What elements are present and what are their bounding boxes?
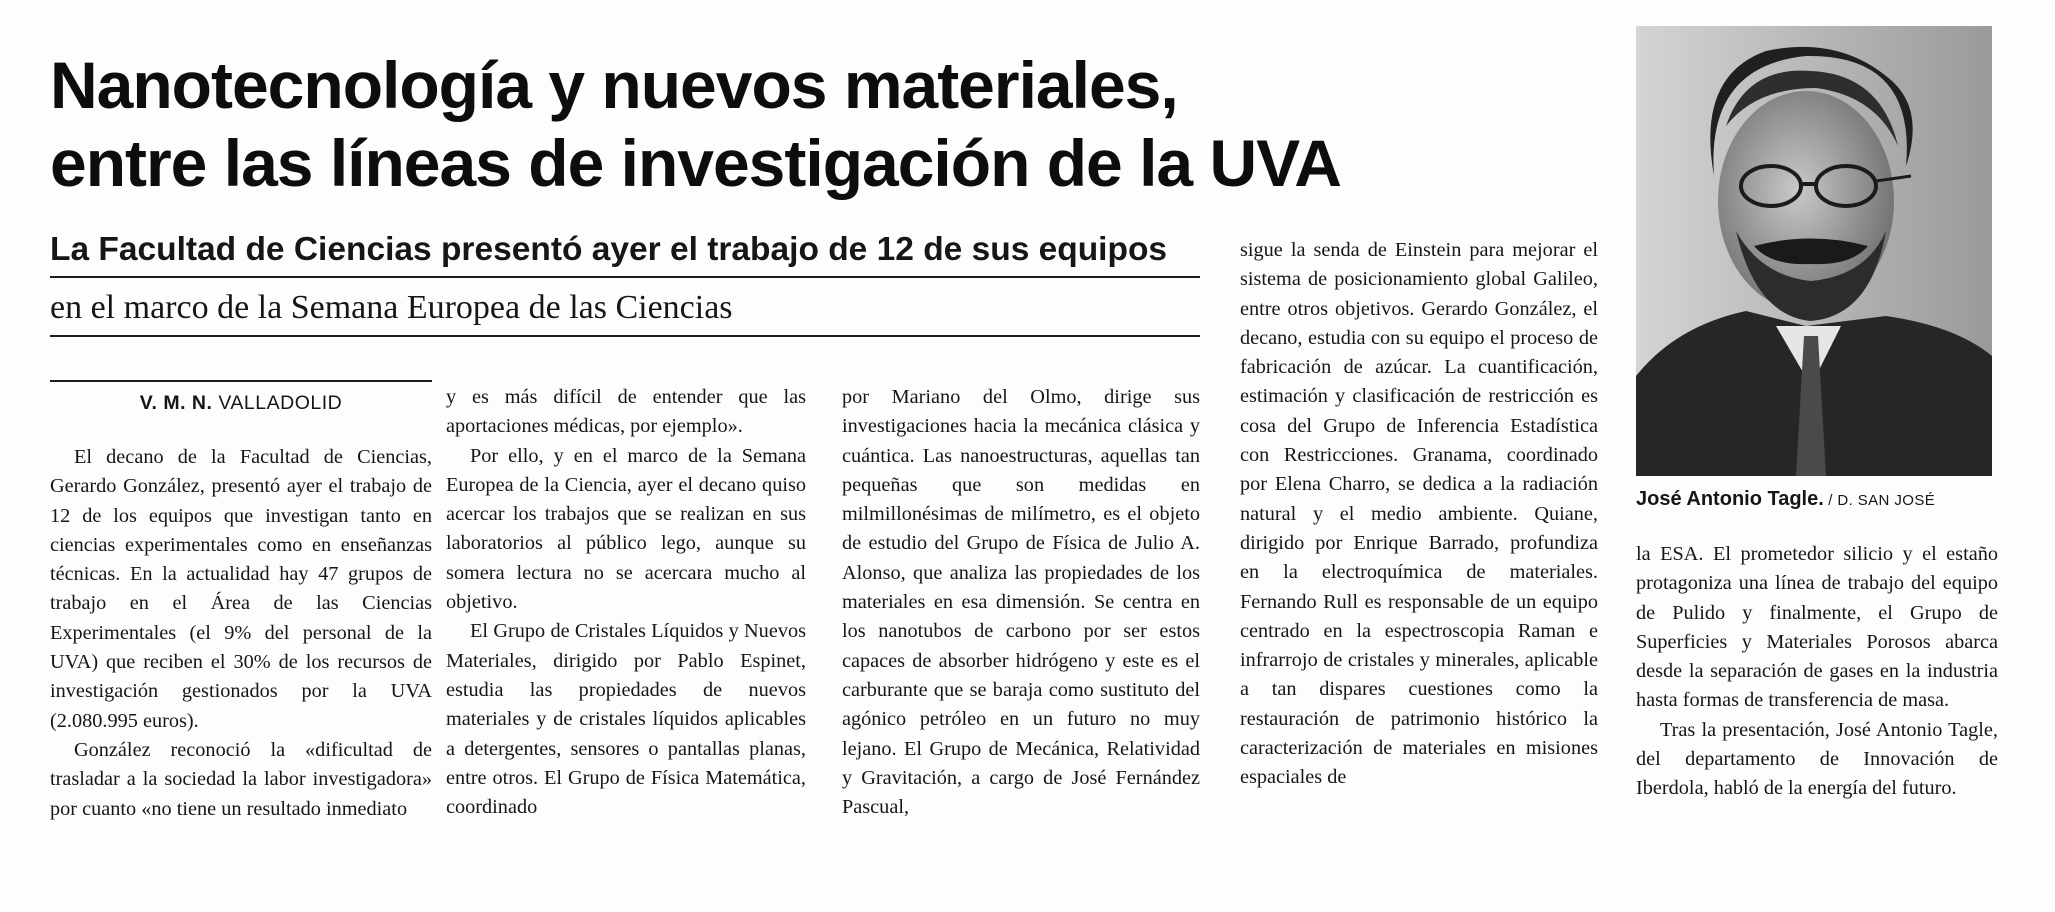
body-paragraph: Por ello, y en el marco de la Semana Europea de la Ciencia, ayer el decano quiso acercar los trabajos que se realizan en sus laboratorios al público lego, aunque su somera lectura no se acercara mucho al objetivo. bbox=[446, 444, 806, 614]
byline bbox=[50, 380, 432, 416]
caption-credit: / D. SAN JOSÉ bbox=[1828, 492, 1936, 509]
photo-caption bbox=[1636, 488, 2036, 511]
headline bbox=[50, 46, 1490, 202]
body-column-3 bbox=[842, 383, 1200, 822]
headline-line-1: Nanotecnología y nuevos materiales, bbox=[50, 48, 1178, 122]
portrait-photo bbox=[1636, 26, 1992, 476]
deck-line-2: en el marco de la Semana Europea de las Ciencias bbox=[50, 286, 1200, 337]
body-column-1 bbox=[50, 443, 432, 824]
deck-line-1: La Facultad de Ciencias presentó ayer el trabajo de 12 de sus equipos bbox=[50, 228, 1200, 278]
body-column-4 bbox=[1240, 236, 1598, 793]
body-paragraph: la ESA. El prometedor silicio y el estaño protagoniza una línea de trabajo del equipo de Pulido y finalmente, el Grupo de Superficies y Materiales Porosos abarca desde la separación de gases en la industria hasta formas de transferencia de masa. bbox=[1636, 543, 1998, 712]
byline-author: V. M. N. bbox=[139, 392, 213, 414]
body-paragraph: Tras la presentación, José Antonio Tagle, del departamento de Innovación de Iberdola, habló de la energía del futuro. bbox=[1636, 718, 1998, 800]
body-paragraph: El decano de la Facultad de Ciencias, Gerardo González, presentó ayer el trabajo de 12 de los equipos que investigan tanto en ciencias experimentales como en enseñanzas técnicas. En la actualidad hay 47 grupos de trabajo en el Área de las Ciencias Experimentales (el 9% del personal de la UVA) que reciben el 30% de los recursos de investigación gestionados por la UVA (2.080.995 euros). bbox=[50, 446, 432, 732]
body-paragraph: y es más difícil de entender que las aportaciones médicas, por ejemplo». bbox=[446, 386, 806, 438]
byline-location: VALLADOLID bbox=[218, 392, 343, 414]
body-column-5 bbox=[1636, 540, 1998, 804]
body-paragraph: por Mariano del Olmo, dirige sus investigaciones hacia la mecánica clásica y cuántica. Las nanoestructuras, aquellas tan pequeñas que son medidas en milmillonésimas de milímetro, es el objeto de estudio del Grupo de Física de Julio A. Alonso, que analiza las propiedades de los materiales en esa dimensión. Se centra en los nanotubos de carbono por ser estos capaces de absorber hidrógeno y este es el carburante que se baraja como sustituto del agónico petróleo en un futuro no muy lejano. El Grupo de Mecánica, Relatividad y Gravitación, a cargo de José Fernández Pascual, bbox=[842, 386, 1200, 819]
body-column-2 bbox=[446, 383, 806, 822]
body-paragraph: González reconoció la «dificultad de trasladar a la sociedad la labor investigadora» por cuanto «no tiene un resultado inmediato bbox=[50, 738, 432, 820]
headline-line-2: entre las líneas de investigación de la UVA bbox=[50, 126, 1341, 200]
body-paragraph: El Grupo de Cristales Líquidos y Nuevos Materiales, dirigido por Pablo Espinet, estudia las propiedades de nuevos materiales y de cristales líquidos aplicables a detergentes, sensores o pantallas planas, entre otros. El Grupo de Física Matemática, coordinado bbox=[446, 620, 806, 819]
body-paragraph: sigue la senda de Einstein para mejorar el sistema de posicionamiento global Galileo, entre otros objetivos. Gerardo González, el decano, estudia con su equipo el proceso de fabricación de azúcar. La cuantificación, estimación y clasificación de restricción es cosa del Grupo de Inferencia Estadística con Restricciones. Granama, coordinado por Elena Charro, se dedica a la radiación natural y el medio ambiente. Quiane, dirigido por Enrique Barrado, profundiza en la electroquímica de materiales. Fernando Rull es responsable de un equipo centrado en la espectroscopia Raman e infrarrojo de cristales y minerales, aplicable a tan dispares cuestiones como la restauración de patrimonio histórico la caracterización de materiales en misiones espaciales de bbox=[1240, 239, 1598, 789]
caption-name: José Antonio Tagle. bbox=[1636, 488, 1824, 510]
